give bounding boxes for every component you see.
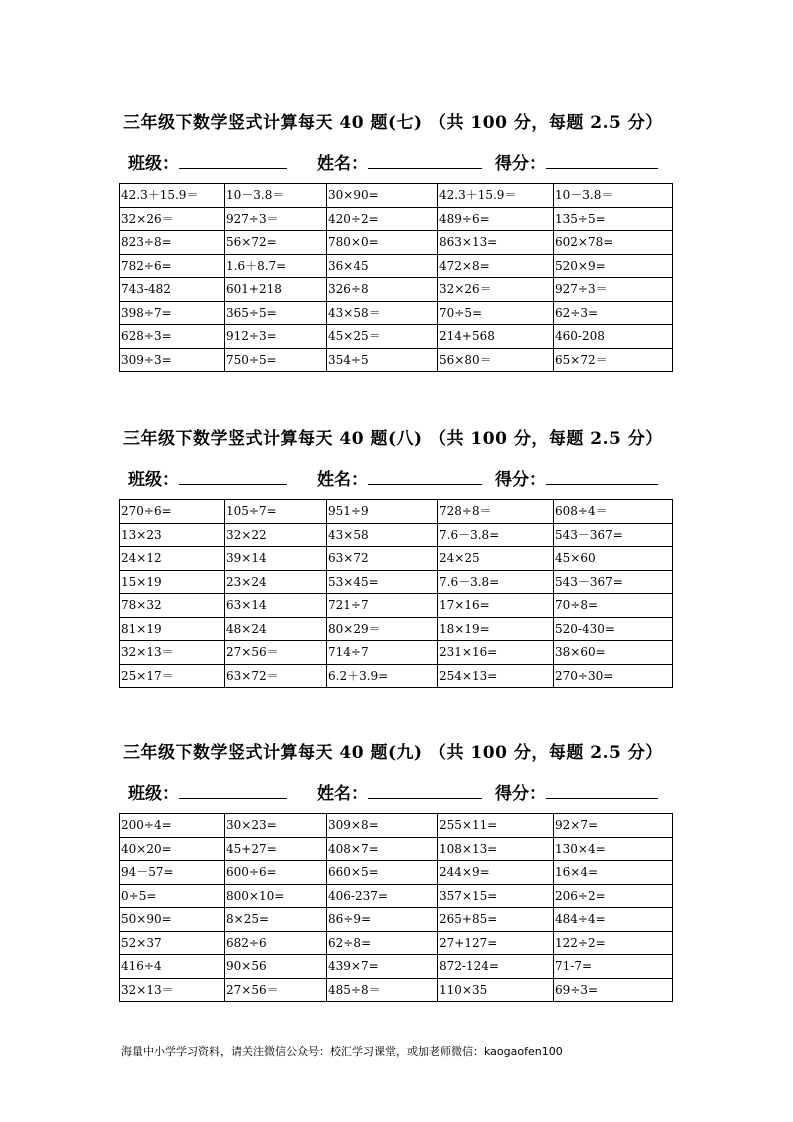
class-label: 班级：	[128, 470, 179, 490]
problem-cell: 80×29＝	[327, 617, 438, 641]
name-field[interactable]	[317, 465, 482, 490]
problem-cell: 45×25＝	[327, 325, 438, 349]
problem-cell: 206÷2=	[554, 884, 673, 908]
score-label: 得分：	[495, 784, 546, 804]
problem-table	[119, 499, 673, 688]
table-row	[120, 500, 673, 524]
problem-cell: 8×25=	[225, 908, 327, 932]
problem-cell: 62÷3=	[554, 301, 673, 325]
problem-cell: 65×72＝	[554, 348, 673, 372]
problem-cell: 32×26＝	[120, 207, 225, 231]
problem-cell: 63×14	[225, 594, 327, 618]
problem-cell: 43×58	[327, 523, 438, 547]
problem-cell: 32×26＝	[438, 278, 554, 302]
problem-cell: 23×24	[225, 570, 327, 594]
problem-cell: 365÷5=	[225, 301, 327, 325]
problem-cell: 17×16=	[438, 594, 554, 618]
problem-cell: 543－367=	[554, 570, 673, 594]
problem-cell: 780×0=	[327, 231, 438, 255]
problem-cell: 42.3＋15.9＝	[120, 184, 225, 208]
table-row	[120, 570, 673, 594]
problem-cell: 36×45	[327, 254, 438, 278]
problem-table	[119, 813, 673, 1002]
score-field[interactable]	[495, 149, 658, 174]
problem-cell: 782÷6=	[120, 254, 225, 278]
problem-cell: 27+127=	[438, 931, 554, 955]
table-row	[120, 641, 673, 665]
problem-cell: 42.3＋15.9＝	[438, 184, 554, 208]
problem-cell: 682÷6	[225, 931, 327, 955]
table-row	[120, 617, 673, 641]
problem-cell: 265+85=	[438, 908, 554, 932]
problem-cell: 110×35	[438, 978, 554, 1002]
name-blank[interactable]	[368, 153, 482, 169]
problem-cell: 309×8=	[327, 814, 438, 838]
problem-cell: 254×13=	[438, 664, 554, 688]
problem-cell: 10－3.8＝	[554, 184, 673, 208]
table-row	[120, 594, 673, 618]
table-row	[120, 931, 673, 955]
problem-cell: 45+27=	[225, 837, 327, 861]
problem-cell: 601+218	[225, 278, 327, 302]
class-field[interactable]	[128, 779, 287, 804]
table-row	[120, 325, 673, 349]
problem-cell: 602×78=	[554, 231, 673, 255]
problem-cell: 48×24	[225, 617, 327, 641]
problem-cell: 70÷5=	[438, 301, 554, 325]
score-blank[interactable]	[546, 153, 658, 169]
problem-cell: 16×4=	[554, 861, 673, 885]
class-field[interactable]	[128, 465, 287, 490]
table-row	[120, 884, 673, 908]
problem-cell: 485÷8＝	[327, 978, 438, 1002]
problem-cell: 750÷5=	[225, 348, 327, 372]
problem-cell: 200÷4=	[120, 814, 225, 838]
problem-cell: 24×25	[438, 547, 554, 571]
problem-cell: 78×32	[120, 594, 225, 618]
problem-cell: 416÷4	[120, 955, 225, 979]
problem-cell: 398÷7=	[120, 301, 225, 325]
problem-cell: 927÷3＝	[554, 278, 673, 302]
problem-cell: 863×13=	[438, 231, 554, 255]
score-label: 得分：	[495, 154, 546, 174]
problem-cell: 520×9=	[554, 254, 673, 278]
class-blank[interactable]	[179, 153, 287, 169]
problem-cell: 40×20=	[120, 837, 225, 861]
problem-cell: 270÷30=	[554, 664, 673, 688]
problem-cell: 24×12	[120, 547, 225, 571]
problem-cell: 25×17＝	[120, 664, 225, 688]
problem-cell: 489÷6=	[438, 207, 554, 231]
problem-cell: 56×72=	[225, 231, 327, 255]
section-title: 三年级下数学竖式计算每天 40 题(九) （共 100 分，每题 2.5 分）	[123, 743, 663, 763]
problem-cell: 15×19	[120, 570, 225, 594]
problem-cell: 951÷9	[327, 500, 438, 524]
name-label: 姓名：	[317, 784, 368, 804]
score-blank[interactable]	[546, 469, 658, 485]
problem-cell: 721÷7	[327, 594, 438, 618]
problem-cell: 105÷7=	[225, 500, 327, 524]
problem-cell: 45×60	[554, 547, 673, 571]
table-row	[120, 837, 673, 861]
problem-cell: 484÷4=	[554, 908, 673, 932]
problem-cell: 69÷3=	[554, 978, 673, 1002]
problem-cell: 660×5=	[327, 861, 438, 885]
table-row	[120, 523, 673, 547]
problem-cell: 543－367=	[554, 523, 673, 547]
problem-cell: 108×13=	[438, 837, 554, 861]
table-row	[120, 664, 673, 688]
problem-cell: 214+568	[438, 325, 554, 349]
problem-cell: 743-482	[120, 278, 225, 302]
table-row	[120, 207, 673, 231]
problem-cell: 927÷3＝	[225, 207, 327, 231]
problem-cell: 92×7=	[554, 814, 673, 838]
problem-cell: 27×56＝	[225, 641, 327, 665]
table-row	[120, 278, 673, 302]
problem-cell: 13×23	[120, 523, 225, 547]
table-row	[120, 231, 673, 255]
problem-cell: 420÷2=	[327, 207, 438, 231]
problem-cell: 872-124=	[438, 955, 554, 979]
problem-cell: 50×90=	[120, 908, 225, 932]
class-blank[interactable]	[179, 469, 287, 485]
problem-cell: 71-7=	[554, 955, 673, 979]
table-row	[120, 978, 673, 1002]
name-blank[interactable]	[368, 469, 482, 485]
score-label: 得分：	[495, 470, 546, 490]
problem-cell: 800×10=	[225, 884, 327, 908]
section-title: 三年级下数学竖式计算每天 40 题(七) （共 100 分，每题 2.5 分）	[123, 113, 663, 133]
problem-cell: 628÷3=	[120, 325, 225, 349]
problem-cell: 90×56	[225, 955, 327, 979]
problem-cell: 38×60=	[554, 641, 673, 665]
footer-note: 海量中小学学习资料，请关注微信公众号：校汇学习课堂，或加老师微信：kaogaofen100	[121, 1045, 563, 1058]
name-label: 姓名：	[317, 470, 368, 490]
problem-cell: 472×8=	[438, 254, 554, 278]
problem-cell: 728÷8＝	[438, 500, 554, 524]
problem-cell: 231×16=	[438, 641, 554, 665]
problem-cell: 326÷8	[327, 278, 438, 302]
score-blank[interactable]	[546, 783, 658, 799]
table-row	[120, 955, 673, 979]
name-blank[interactable]	[368, 783, 482, 799]
table-row	[120, 301, 673, 325]
problem-cell: 608÷4＝	[554, 500, 673, 524]
table-row	[120, 348, 673, 372]
table-row	[120, 814, 673, 838]
problem-cell: 1.6＋8.7=	[225, 254, 327, 278]
problem-cell: 460-208	[554, 325, 673, 349]
problem-cell: 354÷5	[327, 348, 438, 372]
problem-cell: 94－57=	[120, 861, 225, 885]
problem-cell: 10－3.8＝	[225, 184, 327, 208]
problem-cell: 30×23=	[225, 814, 327, 838]
name-label: 姓名：	[317, 154, 368, 174]
problem-cell: 81×19	[120, 617, 225, 641]
problem-cell: 714÷7	[327, 641, 438, 665]
section-title: 三年级下数学竖式计算每天 40 题(八) （共 100 分，每题 2.5 分）	[123, 429, 663, 449]
problem-cell: 70÷8=	[554, 594, 673, 618]
problem-cell: 122÷2=	[554, 931, 673, 955]
table-row	[120, 254, 673, 278]
problem-cell: 18×19=	[438, 617, 554, 641]
problem-cell: 43×58＝	[327, 301, 438, 325]
problem-cell: 30×90=	[327, 184, 438, 208]
table-row	[120, 184, 673, 208]
problem-cell: 406-237=	[327, 884, 438, 908]
problem-cell: 408×7=	[327, 837, 438, 861]
table-row	[120, 861, 673, 885]
problem-cell: 39×14	[225, 547, 327, 571]
problem-cell: 255×11=	[438, 814, 554, 838]
problem-cell: 32×13＝	[120, 978, 225, 1002]
name-field[interactable]	[317, 779, 482, 804]
score-field[interactable]	[495, 779, 658, 804]
class-label: 班级：	[128, 784, 179, 804]
problem-cell: 6.2＋3.9=	[327, 664, 438, 688]
problem-cell: 27×56＝	[225, 978, 327, 1002]
class-blank[interactable]	[179, 783, 287, 799]
table-row	[120, 547, 673, 571]
problem-cell: 7.6－3.8=	[438, 570, 554, 594]
class-label: 班级：	[128, 154, 179, 174]
problem-cell: 56×80＝	[438, 348, 554, 372]
problem-cell: 32×13＝	[120, 641, 225, 665]
problem-table	[119, 183, 673, 372]
problem-cell: 244×9=	[438, 861, 554, 885]
problem-cell: 62÷8=	[327, 931, 438, 955]
name-field[interactable]	[317, 149, 482, 174]
problem-cell: 912÷3=	[225, 325, 327, 349]
table-row	[120, 908, 673, 932]
problem-cell: 53×45=	[327, 570, 438, 594]
problem-cell: 63×72	[327, 547, 438, 571]
problem-cell: 600÷6=	[225, 861, 327, 885]
class-field[interactable]	[128, 149, 287, 174]
problem-cell: 357×15=	[438, 884, 554, 908]
problem-cell: 32×22	[225, 523, 327, 547]
problem-cell: 309÷3=	[120, 348, 225, 372]
problem-cell: 86÷9=	[327, 908, 438, 932]
problem-cell: 135÷5=	[554, 207, 673, 231]
problem-cell: 520-430=	[554, 617, 673, 641]
problem-cell: 130×4=	[554, 837, 673, 861]
problem-cell: 270÷6=	[120, 500, 225, 524]
problem-cell: 52×37	[120, 931, 225, 955]
problem-cell: 823÷8=	[120, 231, 225, 255]
problem-cell: 439×7=	[327, 955, 438, 979]
problem-cell: 7.6－3.8=	[438, 523, 554, 547]
score-field[interactable]	[495, 465, 658, 490]
problem-cell: 63×72＝	[225, 664, 327, 688]
problem-cell: 0÷5=	[120, 884, 225, 908]
